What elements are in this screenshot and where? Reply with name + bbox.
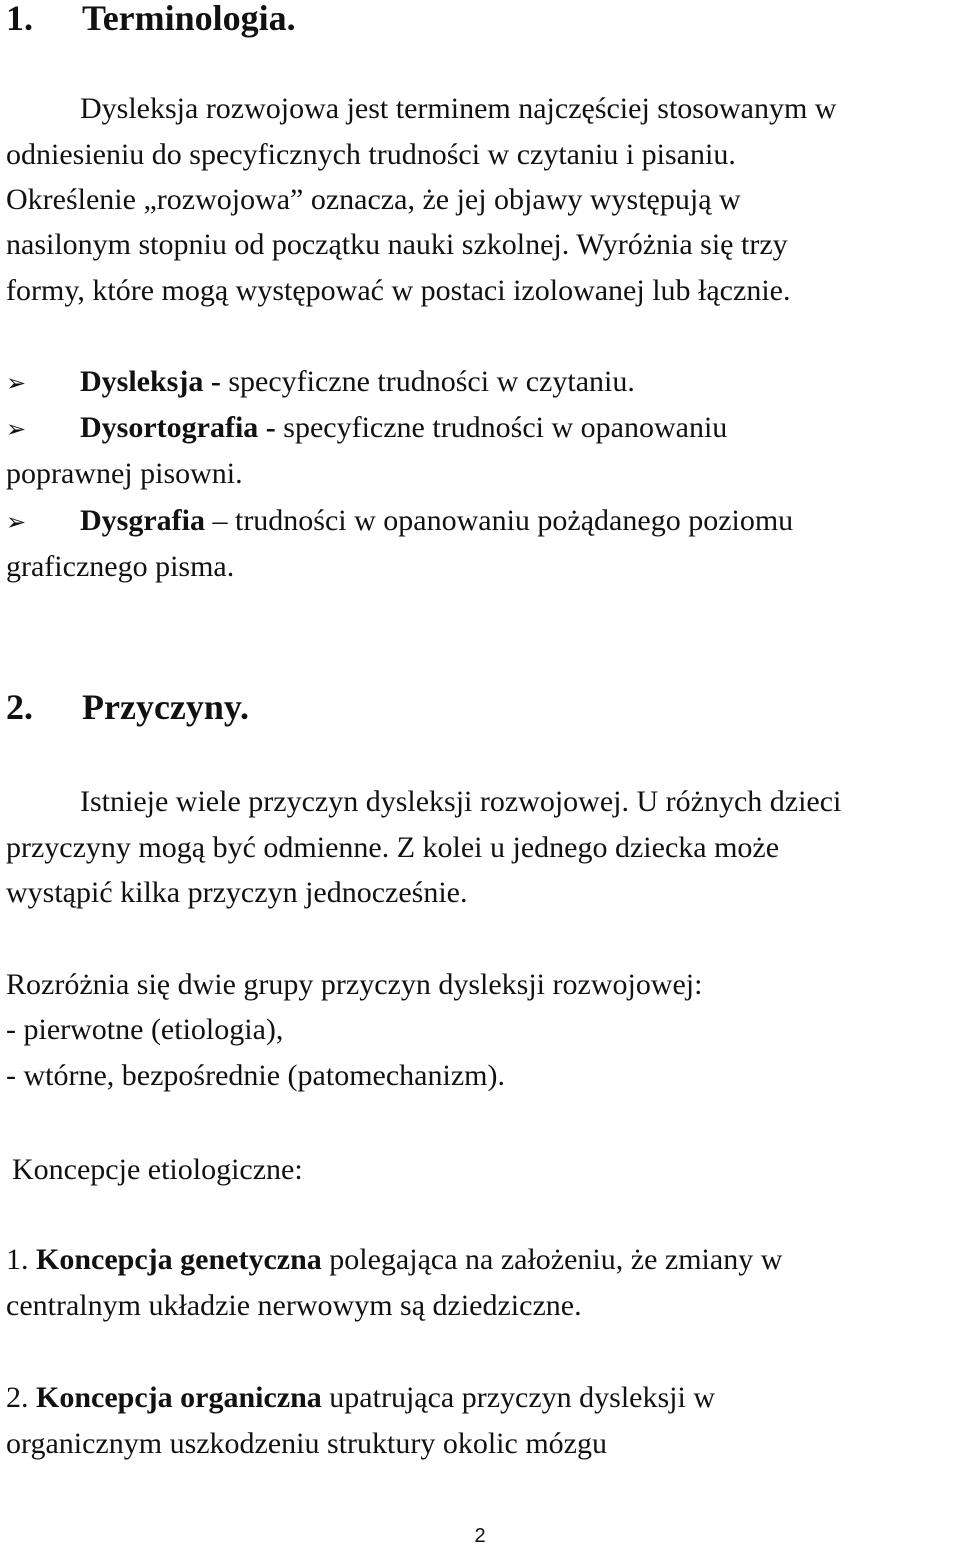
page-number: 2 — [474, 1525, 486, 1547]
list-item: - wtórne, bezpośrednie (patomechanizm). — [6, 1059, 505, 1092]
bullet-continuation: graficznego pisma. — [6, 550, 235, 583]
list-item: - pierwotne (etiologia), — [6, 1013, 284, 1046]
bullet-term: Dysortografia - — [80, 411, 276, 444]
paragraph-line: Określenie „rozwojowa” oznacza, że jej objawy występują w — [6, 183, 741, 216]
section-heading-przyczyny — [6, 685, 249, 729]
concept-continuation: organicznym uszkodzeniu struktury okolic mózgu — [6, 1427, 607, 1460]
section-number: 1. — [6, 0, 33, 38]
paragraph-line: przyczyny mogą być odmienne. Z kolei u jednego dziecka może — [6, 831, 780, 864]
concept-number: 1. — [6, 1243, 29, 1276]
concept-term: Koncepcja genetyczna — [28, 1243, 322, 1276]
paragraph-line: nasilonym stopniu od początku nauki szkolnej. Wyróżnia się trzy — [6, 228, 788, 261]
bullet-item-dysgrafia — [6, 501, 793, 542]
paragraph-line: formy, które mogą występować w postaci izolowanej lub łącznie. — [6, 274, 791, 307]
concept-text: polegająca na założeniu, że zmiany w — [321, 1243, 783, 1276]
concept-text: upatrująca przyczyn dysleksji w — [321, 1381, 715, 1414]
bullet-text: – trudności w opanowaniu pożądanego poziomu — [204, 504, 794, 537]
concept-item-genetic — [6, 1240, 782, 1280]
bullet-continuation: poprawnej pisowni. — [6, 457, 243, 490]
concept-number: 2. — [6, 1381, 29, 1414]
concept-item-organic — [6, 1378, 715, 1418]
section-title: Terminologia. — [82, 0, 296, 38]
bullet-item-dysortografia — [6, 408, 727, 449]
concept-continuation: centralnym układzie nerwowym są dziedziczne. — [6, 1289, 582, 1322]
paragraph-line: Rozróżnia się dwie grupy przyczyn dysleksji rozwojowej: — [6, 968, 703, 1001]
section-title: Przyczyny. — [82, 687, 249, 727]
section-number: 2. — [6, 687, 33, 727]
bullet-text: specyficzne trudności w opanowaniu — [275, 411, 728, 444]
bullet-text: specyficzne trudności w czytaniu. — [220, 365, 635, 398]
paragraph-line: wystąpić kilka przyczyn jednocześnie. — [6, 876, 468, 909]
concept-term: Koncepcja organiczna — [28, 1381, 322, 1414]
concepts-heading: Koncepcje etiologiczne: — [12, 1153, 303, 1186]
paragraph-line: odniesieniu do specyficznych trudności w czytaniu i pisaniu. — [6, 138, 736, 171]
arrow-bullet-icon: ➢ — [6, 508, 27, 536]
arrow-bullet-icon: ➢ — [6, 415, 27, 443]
bullet-term: Dysleksja - — [80, 365, 221, 398]
paragraph-line: Istnieje wiele przyczyn dysleksji rozwojowej. U różnych dzieci — [80, 785, 842, 818]
paragraph-line: Dysleksja rozwojowa jest terminem najczęściej stosowanym w — [80, 92, 837, 125]
section-heading-terminologia — [6, 0, 296, 40]
bullet-term: Dysgrafia — [80, 504, 205, 537]
bullet-item-dysleksja — [6, 362, 635, 403]
arrow-bullet-icon: ➢ — [6, 369, 27, 397]
